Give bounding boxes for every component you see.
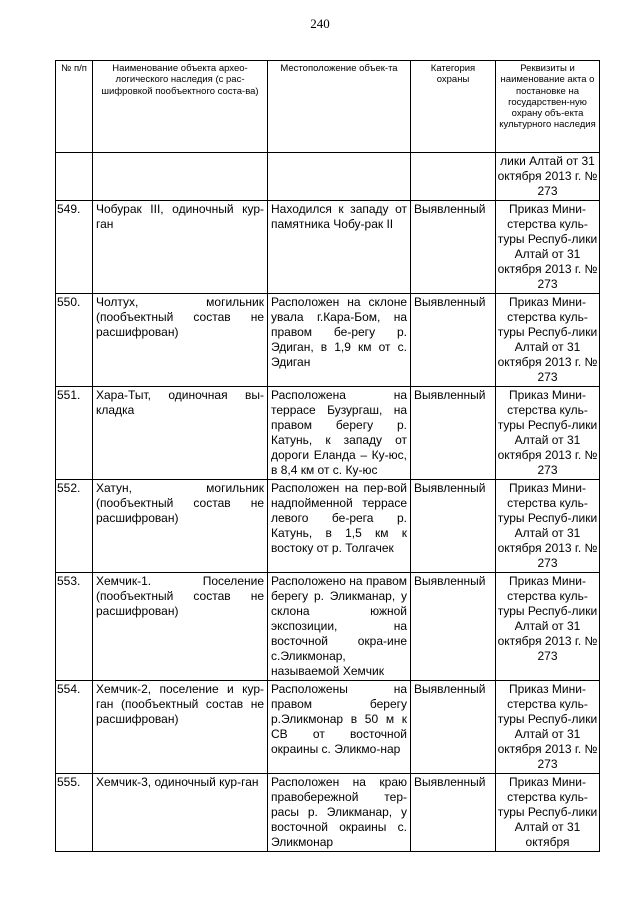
object-name: Хемчик-2, поселение и кур-ган (пообъектный состав не расшифрован) — [93, 681, 268, 774]
table-row — [56, 294, 600, 387]
table-row — [56, 480, 600, 573]
header-num — [56, 61, 93, 153]
heritage-objects-table — [55, 60, 600, 852]
object-location: Расположен на склоне увала г.Кара-Бом, на правом бе-регу р. Эдиган, в 1,9 км от с. Эдиган — [268, 294, 411, 387]
act-requisites: Приказ Мини-стерства куль-туры Респуб-лики Алтай от 31 октября 2013 г. № 273 — [496, 681, 600, 774]
object-location: Расположен на пер-вой надпойменной террасе левого бе-рега р. Катунь, в 1,5 км к востоку от р. Толгачек — [268, 480, 411, 573]
row-number: 550. — [56, 294, 93, 387]
act-requisites: Приказ Мини-стерства куль-туры Респуб-лики Алтай от 31 октября — [496, 774, 600, 852]
row-number: 549. — [56, 201, 93, 294]
object-name: Хемчик-1. Поселение (пообъектный состав не расшифрован) — [93, 573, 268, 681]
act-requisites: Приказ Мини-стерства куль-туры Респуб-лики Алтай от 31 октября 2013 г. № 273 — [496, 387, 600, 480]
object-name: Хара-Тыт, одиночная вы-кладка — [93, 387, 268, 480]
continuation-category-cell — [411, 153, 496, 201]
continuation-location-cell — [268, 153, 411, 201]
table-row — [56, 573, 600, 681]
object-location: Находился к западу от памятника Чобу-рак II — [268, 201, 411, 294]
object-location: Расположено на правом берегу р. Эликманар, у склона южной экспозиции, на восточной окра-ине с.Эликмонар, называемой Хемчик — [268, 573, 411, 681]
header-category: Категория охраны — [411, 61, 496, 153]
protection-category: Выявленный — [411, 681, 496, 774]
table-row — [56, 201, 600, 294]
header-requisites: Реквизиты и наименование акта о постановке на государствен-ную охрану объ-екта культурного наследия — [496, 61, 600, 153]
continuation-num-cell — [56, 153, 93, 201]
object-name: Чолтух, могильник (пообъектный состав не расшифрован) — [93, 294, 268, 387]
protection-category: Выявленный — [411, 294, 496, 387]
continuation-requisites-cell: лики Алтай от 31 октября 2013 г. № 273 — [496, 153, 600, 201]
table-row — [56, 774, 600, 852]
row-number: 555. — [56, 774, 93, 852]
act-requisites: Приказ Мини-стерства куль-туры Респуб-лики Алтай от 31 октября 2013 г. № 273 — [496, 480, 600, 573]
header-location: Местоположение объек-та — [268, 61, 411, 153]
protection-category: Выявленный — [411, 480, 496, 573]
object-name: Хемчик-3, одиночный кур-ган — [93, 774, 268, 852]
table-row — [56, 387, 600, 480]
object-location: Расположен на краю правобережной тер-расы р. Эликманар, у восточной окраины с. Эликмонар — [268, 774, 411, 852]
page-number: 240 — [310, 16, 330, 31]
header-num-label: № п/п — [61, 63, 87, 74]
protection-category: Выявленный — [411, 387, 496, 480]
protection-category: Выявленный — [411, 201, 496, 294]
table-row — [56, 681, 600, 774]
protection-category: Выявленный — [411, 573, 496, 681]
object-location: Расположены на правом берегу р.Эликмонар в 50 м к СВ от восточной окраины с. Эликмо-нар — [268, 681, 411, 774]
table-header-row — [56, 61, 600, 153]
row-number: 554. — [56, 681, 93, 774]
object-name: Хатун, могильник (пообъектный состав не расшифрован) — [93, 480, 268, 573]
object-name: Чобурак III, одиночный кур-ган — [93, 201, 268, 294]
act-requisites: Приказ Мини-стерства куль-туры Респуб-лики Алтай от 31 октября 2013 г. № 273 — [496, 201, 600, 294]
row-number: 552. — [56, 480, 93, 573]
header-name: Наименование объекта архео-логического наследия (с рас-шифровкой пообъектного соста-ва) — [93, 61, 268, 153]
continuation-name-cell — [93, 153, 268, 201]
act-requisites: Приказ Мини-стерства куль-туры Респуб-лики Алтай от 31 октября 2013 г. № 273 — [496, 294, 600, 387]
row-number: 553. — [56, 573, 93, 681]
act-requisites: Приказ Мини-стерства куль-туры Респуб-лики Алтай от 31 октября 2013 г. № 273 — [496, 573, 600, 681]
protection-category: Выявленный — [411, 774, 496, 852]
object-location: Расположена на террасе Бузургаш, на правом берегу р. Катунь, к западу от дороги Еланда – Ку-юс, в 8,4 км от с. Ку-юс — [268, 387, 411, 480]
row-number: 551. — [56, 387, 93, 480]
table-row-continuation — [56, 153, 600, 201]
